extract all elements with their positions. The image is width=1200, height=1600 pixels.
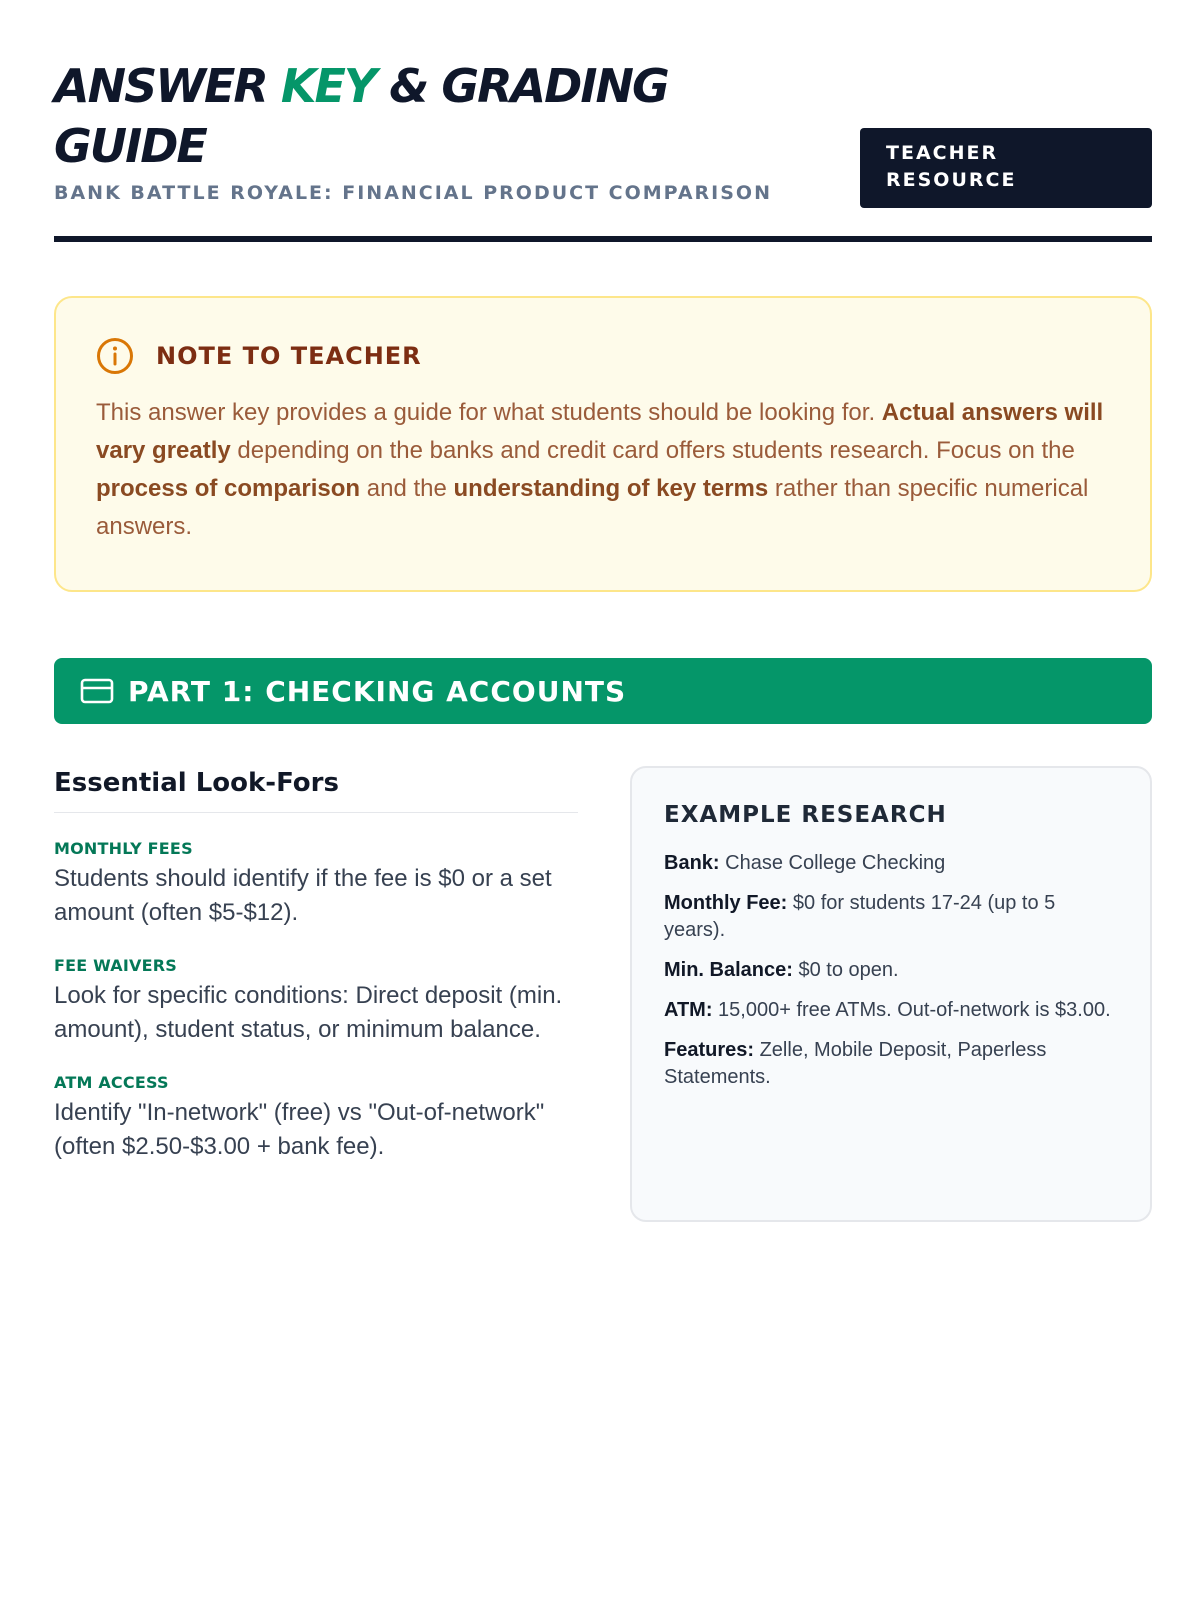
badge-line2: RESOURCE (886, 169, 1017, 191)
page (54, 0, 1152, 1600)
list-item (54, 839, 578, 930)
look-fors-heading: Essential Look-Fors (54, 768, 578, 813)
example-label: ATM: (664, 999, 713, 1021)
item-label: ATM ACCESS (54, 1073, 169, 1092)
page-title (54, 56, 754, 176)
note-bold-1: Actual answers will vary greatly (96, 399, 1104, 464)
example-research-card (630, 766, 1152, 1222)
badge-line1: TEACHER (886, 142, 999, 164)
note-body (96, 394, 1110, 546)
list-item (54, 1073, 578, 1164)
example-value: $0 for students 17-24 (up to 5 years). (664, 892, 1056, 941)
item-text: Look for specific conditions: Direct deposit (min. amount), student status, or minimum balance. (54, 982, 563, 1043)
example-row (664, 890, 1118, 944)
note-header (96, 336, 1110, 376)
title-part1: ANSWER (54, 59, 281, 113)
example-value: $0 to open. (792, 959, 899, 981)
example-heading: EXAMPLE RESEARCH (664, 802, 947, 828)
item-text: Identify "In-network" (free) vs "Out-of-network" (often $2.50-$3.00 + bank fee). (54, 1099, 545, 1160)
page-subtitle: BANK BATTLE ROYALE: FINANCIAL PRODUCT COMPARISON (54, 182, 772, 204)
note-text-3: and the (360, 475, 454, 502)
example-row (664, 997, 1118, 1024)
item-label: MONTHLY FEES (54, 839, 193, 858)
example-value: Zelle, Mobile Deposit, Paperless Statements. (664, 1039, 1047, 1088)
example-value: 15,000+ free ATMs. Out-of-network is $3.00. (712, 999, 1111, 1021)
teacher-resource-badge (860, 128, 1152, 208)
example-label: Min. Balance: (664, 959, 793, 981)
essential-look-fors (54, 768, 578, 1164)
note-text-2: depending on the banks and credit card offers students research. Focus on the (230, 437, 1075, 464)
section-header-checking (54, 658, 1152, 724)
credit-card-icon (80, 677, 114, 705)
info-icon (96, 337, 134, 375)
note-bold-2: process of comparison (96, 475, 361, 502)
teacher-note (54, 296, 1152, 592)
note-text-4: rather than specific numerical answers. (96, 475, 1089, 540)
header-divider (54, 236, 1152, 242)
item-text: Students should identify if the fee is $0 or a set amount (often $5-$12). (54, 865, 552, 926)
section-title: PART 1: CHECKING ACCOUNTS (128, 674, 627, 708)
title-part2: & GRADING GUIDE (54, 59, 668, 173)
header (54, 56, 1152, 246)
title-accent: KEY (280, 59, 376, 113)
note-bold-3: understanding of key terms (453, 475, 769, 502)
item-label: FEE WAIVERS (54, 956, 177, 975)
note-title: NOTE TO TEACHER (156, 342, 422, 370)
example-row (664, 957, 1118, 984)
note-text-1: This answer key provides a guide for what students should be looking for. (96, 399, 882, 426)
example-value: Chase College Checking (719, 852, 946, 874)
example-label: Monthly Fee: (664, 892, 788, 914)
example-row (664, 1037, 1118, 1091)
example-label: Features: (664, 1039, 755, 1061)
example-label: Bank: (664, 852, 720, 874)
list-item (54, 956, 578, 1047)
example-row (664, 850, 1118, 877)
